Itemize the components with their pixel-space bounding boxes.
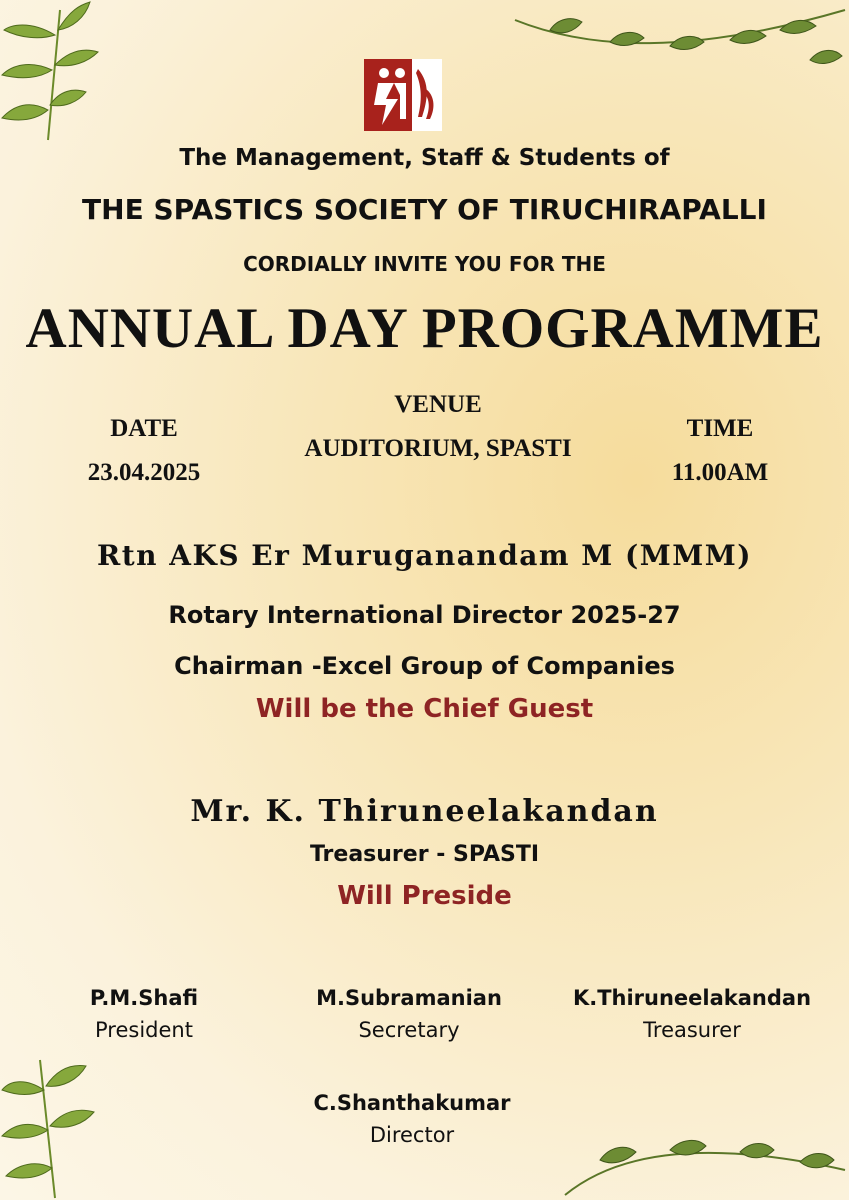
presiding-role: Treasurer - SPASTI — [309, 842, 540, 867]
chief-guest-note: Will be the Chief Guest — [255, 694, 594, 724]
venue-value: AUDITORIUM, SPASTI — [304, 435, 572, 462]
society-name: THE SPASTICS SOCIETY OF TIRUCHIRAPALLI — [82, 193, 767, 226]
chief-guest-name: Rtn AKS Er Muruganandam M (MMM) — [96, 539, 753, 572]
official-name: P.M.Shafi — [89, 986, 199, 1010]
bamboo-leaves-top-left — [0, 0, 110, 150]
official-secretary — [294, 986, 524, 1042]
date-label: DATE — [110, 415, 178, 442]
venue-label: VENUE — [394, 391, 482, 418]
vine-leaves-bottom-right — [560, 1120, 849, 1200]
vine-leaves-top-right — [510, 0, 849, 80]
presiding-name: Mr. K. Thiruneelakandan — [190, 794, 659, 829]
official-role: Treasurer — [643, 1018, 741, 1042]
official-president — [34, 986, 254, 1042]
chief-guest-role-1: Rotary International Director 2025-27 — [168, 601, 681, 629]
invite-line: CORDIALLY INVITE YOU FOR THE — [243, 252, 606, 276]
chief-guest-role-2: Chairman -Excel Group of Companies — [174, 652, 675, 680]
official-role: President — [95, 1018, 193, 1042]
official-role: Secretary — [358, 1018, 460, 1042]
official-director — [292, 1091, 532, 1147]
header-line-1: The Management, Staff & Students of — [179, 145, 670, 171]
date-value: 23.04.2025 — [87, 459, 201, 486]
official-role: Director — [369, 1123, 455, 1147]
spasti-logo — [364, 59, 442, 131]
official-name: K.Thiruneelakandan — [572, 986, 812, 1010]
time-value: 11.00AM — [671, 459, 769, 486]
official-name: M.Subramanian — [316, 986, 502, 1010]
official-name: C.Shanthakumar — [313, 1091, 511, 1115]
programme-title: ANNUAL DAY PROGRAMME — [25, 297, 824, 360]
presiding-note: Will Preside — [337, 881, 512, 911]
official-treasurer — [557, 986, 827, 1042]
bamboo-leaves-bottom-left — [0, 1050, 110, 1200]
logo-icon — [364, 59, 442, 131]
time-label: TIME — [686, 415, 754, 442]
